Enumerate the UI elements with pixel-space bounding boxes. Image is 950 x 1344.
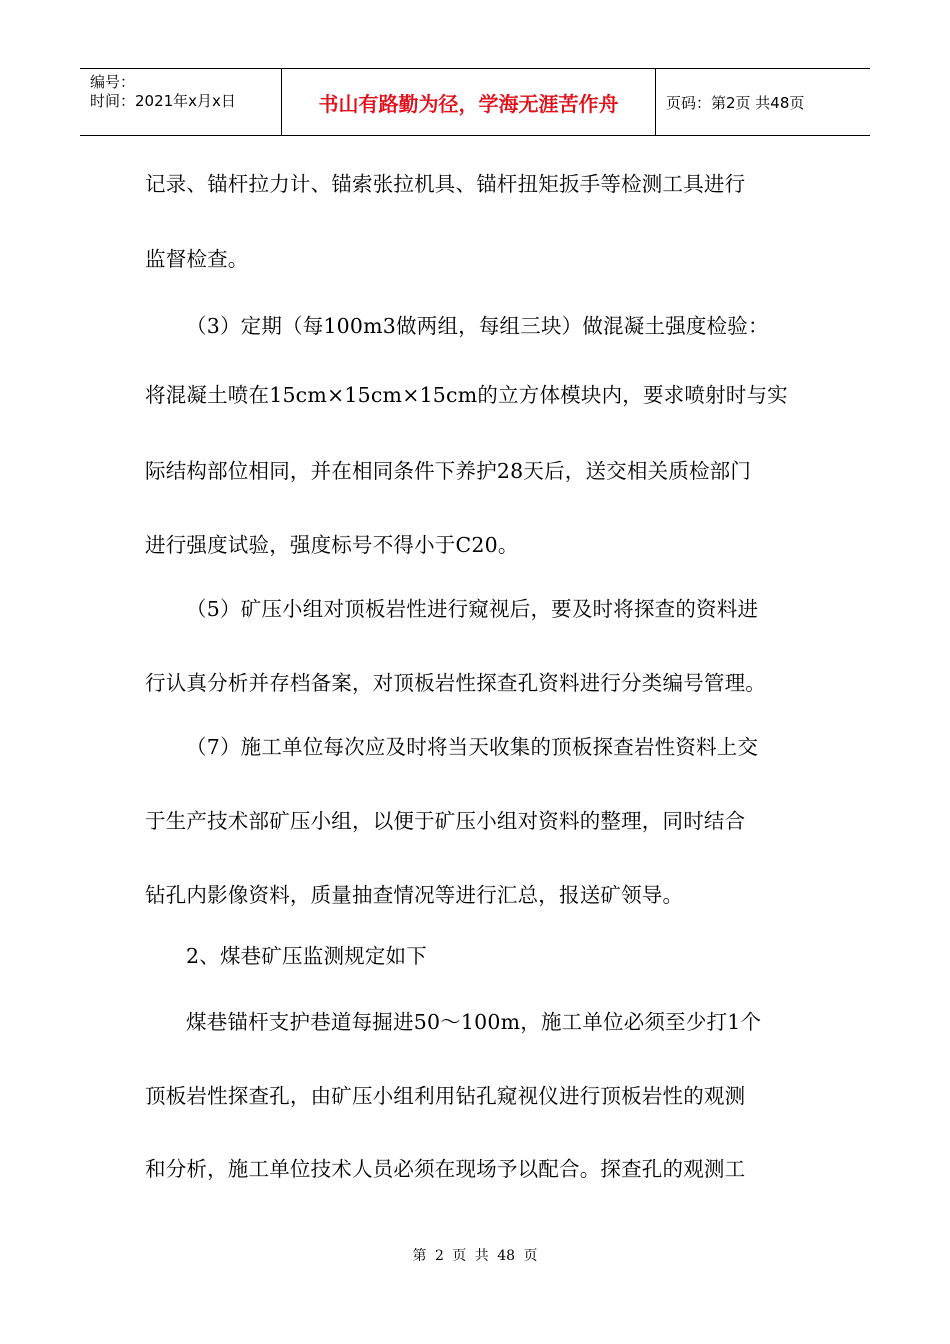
header-motto: 书山有路勤为径，学海无涯苦作舟	[318, 92, 619, 116]
header-page-number: 页码：第2页 共48页	[666, 94, 805, 112]
body-line: （3）定期（每100m3做两组，每组三块）做混凝土强度检验：	[186, 314, 769, 338]
document-code-label: 编号：	[90, 73, 136, 91]
body-line: 顶板岩性探查孔，由矿压小组利用钻孔窥视仪进行顶板岩性的观测	[145, 1084, 746, 1108]
page-header	[80, 68, 870, 136]
body-line: 进行强度试验，强度标号不得小于C20。	[145, 533, 519, 557]
body-line: 监督检查。	[145, 247, 249, 271]
document-date-label: 时间：2021年x月x日	[90, 92, 236, 110]
body-line: 记录、锚杆拉力计、锚索张拉机具、锚杆扭矩扳手等检测工具进行	[145, 172, 746, 196]
body-line: （7）施工单位每次应及时将当天收集的顶板探查岩性资料上交	[186, 735, 759, 759]
body-line: 行认真分析并存档备案，对顶板岩性探查孔资料进行分类编号管理。	[145, 671, 766, 695]
page-footer-number: 第 2 页 共 48 页	[412, 1248, 538, 1264]
body-line: 钻孔内影像资料，质量抽查情况等进行汇总，报送矿领导。	[145, 883, 684, 907]
body-line: 将混凝土喷在15cm×15cm×15cm的立方体模块内，要求喷射时与实	[145, 383, 788, 407]
header-motto-cell	[282, 69, 656, 135]
header-info-cell	[80, 69, 282, 135]
body-line: （5）矿压小组对顶板岩性进行窥视后，要及时将探查的资料进	[186, 597, 759, 621]
header-page-cell	[656, 69, 870, 135]
body-line: 于生产技术部矿压小组，以便于矿压小组对资料的整理，同时结合	[145, 809, 746, 833]
body-line: 和分析，施工单位技术人员必须在现场予以配合。探查孔的观测工	[145, 1157, 746, 1181]
body-line: 煤巷锚杆支护巷道每掘进50～100m，施工单位必须至少打1个	[186, 1010, 762, 1034]
body-line: 际结构部位相同，并在相同条件下养护28天后，送交相关质检部门	[145, 459, 752, 483]
section-heading: 2、煤巷矿压监测规定如下	[186, 944, 427, 968]
